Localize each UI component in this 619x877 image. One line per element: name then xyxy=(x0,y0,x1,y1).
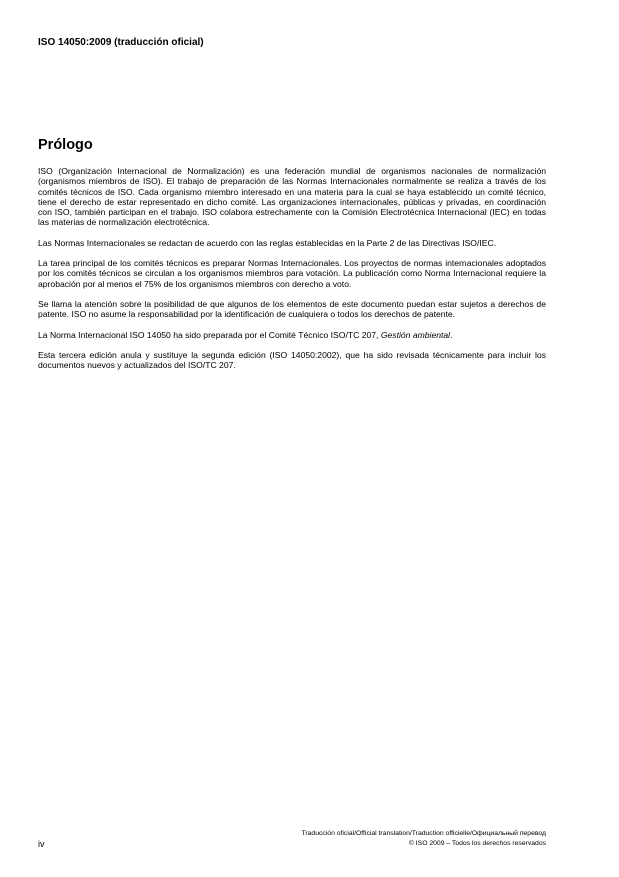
page-number: iv xyxy=(38,839,45,849)
footer-notice xyxy=(301,829,546,849)
paragraph-iso-description: ISO (Organización Internacional de Normalización) es una federación mundial de organismos nacionales de normalización (organismos miembros de ISO). El trabajo de preparación de las Normas Internacionales normalmente se realiza a través de los comités técnicos de ISO. Cada organismo miembro interesado en una materia para la cual se haya establecido un comité técnico, tiene el derecho de estar representado en dicho comité. Las organizaciones internacionales, públicas y privadas, en coordinación con ISO, también participan en el trabajo. ISO colabora estrechamente con la Comisión Electrotécnica Internacional (IEC) en todas las materias de normalización electrotécnica. xyxy=(38,166,546,228)
prepared-by-text: La Norma Internacional ISO 14050 ha sido preparada por el Comité Técnico ISO/TC 207, xyxy=(38,329,381,340)
foreword-body xyxy=(38,166,546,380)
committee-name-emphasis: Gestión ambiental xyxy=(380,329,451,340)
paragraph-drafting-rules: Las Normas Internacionales se redactan de acuerdo con las reglas establecidas en la Parte 2 de las Directivas ISO/IEC. xyxy=(38,237,497,248)
translation-line: Traducción oficial/Official translation/Traduction officielle/Официальный перевод xyxy=(301,830,546,837)
document-header: ISO 14050:2009 (traducción oficial) xyxy=(38,37,204,48)
section-title: Prólogo xyxy=(38,137,93,153)
paragraph-patent-rights: Se llama la atención sobre la posibilidad de que algunos de los elementos de este documento puedan estar sujetos a derechos de patente. ISO no asume la responsabilidad por la identificación de cualquiera o todos los derechos de patente. xyxy=(38,298,546,320)
copyright-line: © ISO 2009 – Todos los derechos reservados xyxy=(408,840,546,847)
paragraph-edition: Esta tercera edición anula y sustituye la segunda edición (ISO 14050:2002), que ha sido revisada técnicamente para incluir los documentos nuevos y actualizados del ISO/TC 207. xyxy=(38,349,546,371)
paragraph-committee-tasks: La tarea principal de los comités técnicos es preparar Normas Internacionales. Los proyectos de normas internacionales adoptados por los comités técnicos se circulan a los organismos miembros para votación. La publicación como Norma Internacional requiere la aprobación por al menos el 75% de los organismos miembros con derecho a voto. xyxy=(38,258,546,289)
prepared-by-end: . xyxy=(450,329,453,340)
paragraph-prepared-by xyxy=(38,330,546,340)
